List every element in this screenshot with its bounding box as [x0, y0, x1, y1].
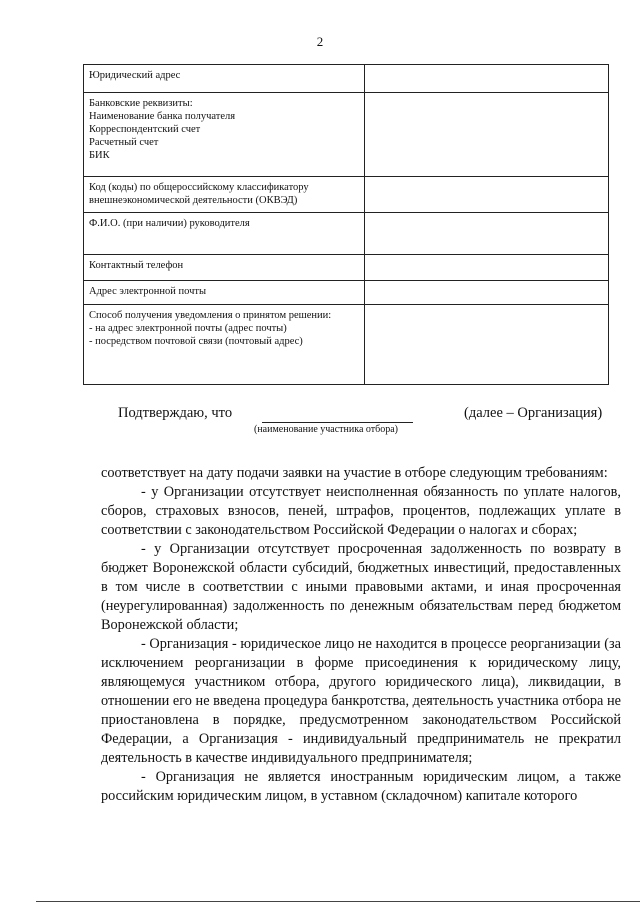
row-label-notification-method: Способ получения уведомления о принятом решении: - на адрес электронной почты (адрес почты) - посредством почтовой связи (почтовый адрес) — [84, 305, 365, 385]
table-row — [84, 281, 609, 305]
row-value-okved[interactable] — [365, 177, 609, 213]
table-row — [84, 65, 609, 93]
row-label-phone: Контактный телефон — [84, 255, 365, 281]
row-label-okved: Код (коды) по общероссийскому классификатору внешнеэкономической деятельности (ОКВЭД) — [84, 177, 365, 213]
confirm-lead-text: Подтверждаю, что — [118, 405, 233, 421]
row-label-legal-address: Юридический адрес — [84, 65, 365, 93]
row-value-bank-details[interactable] — [365, 93, 609, 177]
row-value-phone[interactable] — [365, 255, 609, 281]
requirement-item: - у Организации отсутствует неисполненная обязанность по уплате налогов, сборов, страховых взносов, пеней, штрафов, процентов, подлежащих уплате в соответствии с законодательством Российской Федерации о налогах и сборах; — [101, 484, 621, 538]
requirements-text — [101, 464, 621, 806]
row-label-bank-details: Банковские реквизиты: Наименование банка получателя Корреспондентский счет Расчетный счет БИК — [84, 93, 365, 177]
table-row — [84, 213, 609, 255]
row-value-notification-method[interactable] — [365, 305, 609, 385]
participant-name-caption: (наименование участника отбора) — [254, 424, 398, 435]
table-row — [84, 177, 609, 213]
page-bottom-divider — [36, 901, 640, 902]
organization-details-table — [83, 64, 609, 385]
requirement-item: - у Организации отсутствует просроченная задолженность по возврату в бюджет Воронежской области субсидий, бюджетных инвестиций, предоставленных в том числе в соответствии с иными правовыми актами, и иная просроченная (неурегулированная) задолженность по денежным обязательствам перед бюджетом Воронежской области; — [101, 541, 621, 633]
table-row — [84, 255, 609, 281]
row-label-director: Ф.И.О. (при наличии) руководителя — [84, 213, 365, 255]
confirm-trail-text: (далее – Организация) — [464, 405, 603, 421]
table-row — [84, 305, 609, 385]
row-value-legal-address[interactable] — [365, 65, 609, 93]
row-label-email: Адрес электронной почты — [84, 281, 365, 305]
confirmation-line — [0, 405, 640, 437]
page-number: 2 — [316, 34, 324, 49]
requirement-item: - Организация - юридическое лицо не находится в процессе реорганизации (за исключением реорганизации в форме присоединения к юридическому лицу, являющемуся участником отбора, другого юридического лица), ликвидации, в отношении его не введена процедура банкротства, деятельность участника отбора не приостановлена в порядке, предусмотренном законодательством Российской Федерации, а Организация - индивидуальный предприниматель не прекратил деятельность в качестве индивидуального предпринимателя; — [101, 636, 621, 766]
requirements-intro: соответствует на дату подачи заявки на участие в отборе следующим требованиям: — [101, 465, 608, 481]
requirement-item: - Организация не является иностранным юридическим лицом, а также российским юридическим лицом, в уставном (складочном) капитале которого — [101, 769, 621, 804]
row-value-email[interactable] — [365, 281, 609, 305]
table-row — [84, 93, 609, 177]
row-value-director[interactable] — [365, 213, 609, 255]
participant-name-blank[interactable] — [262, 422, 413, 423]
